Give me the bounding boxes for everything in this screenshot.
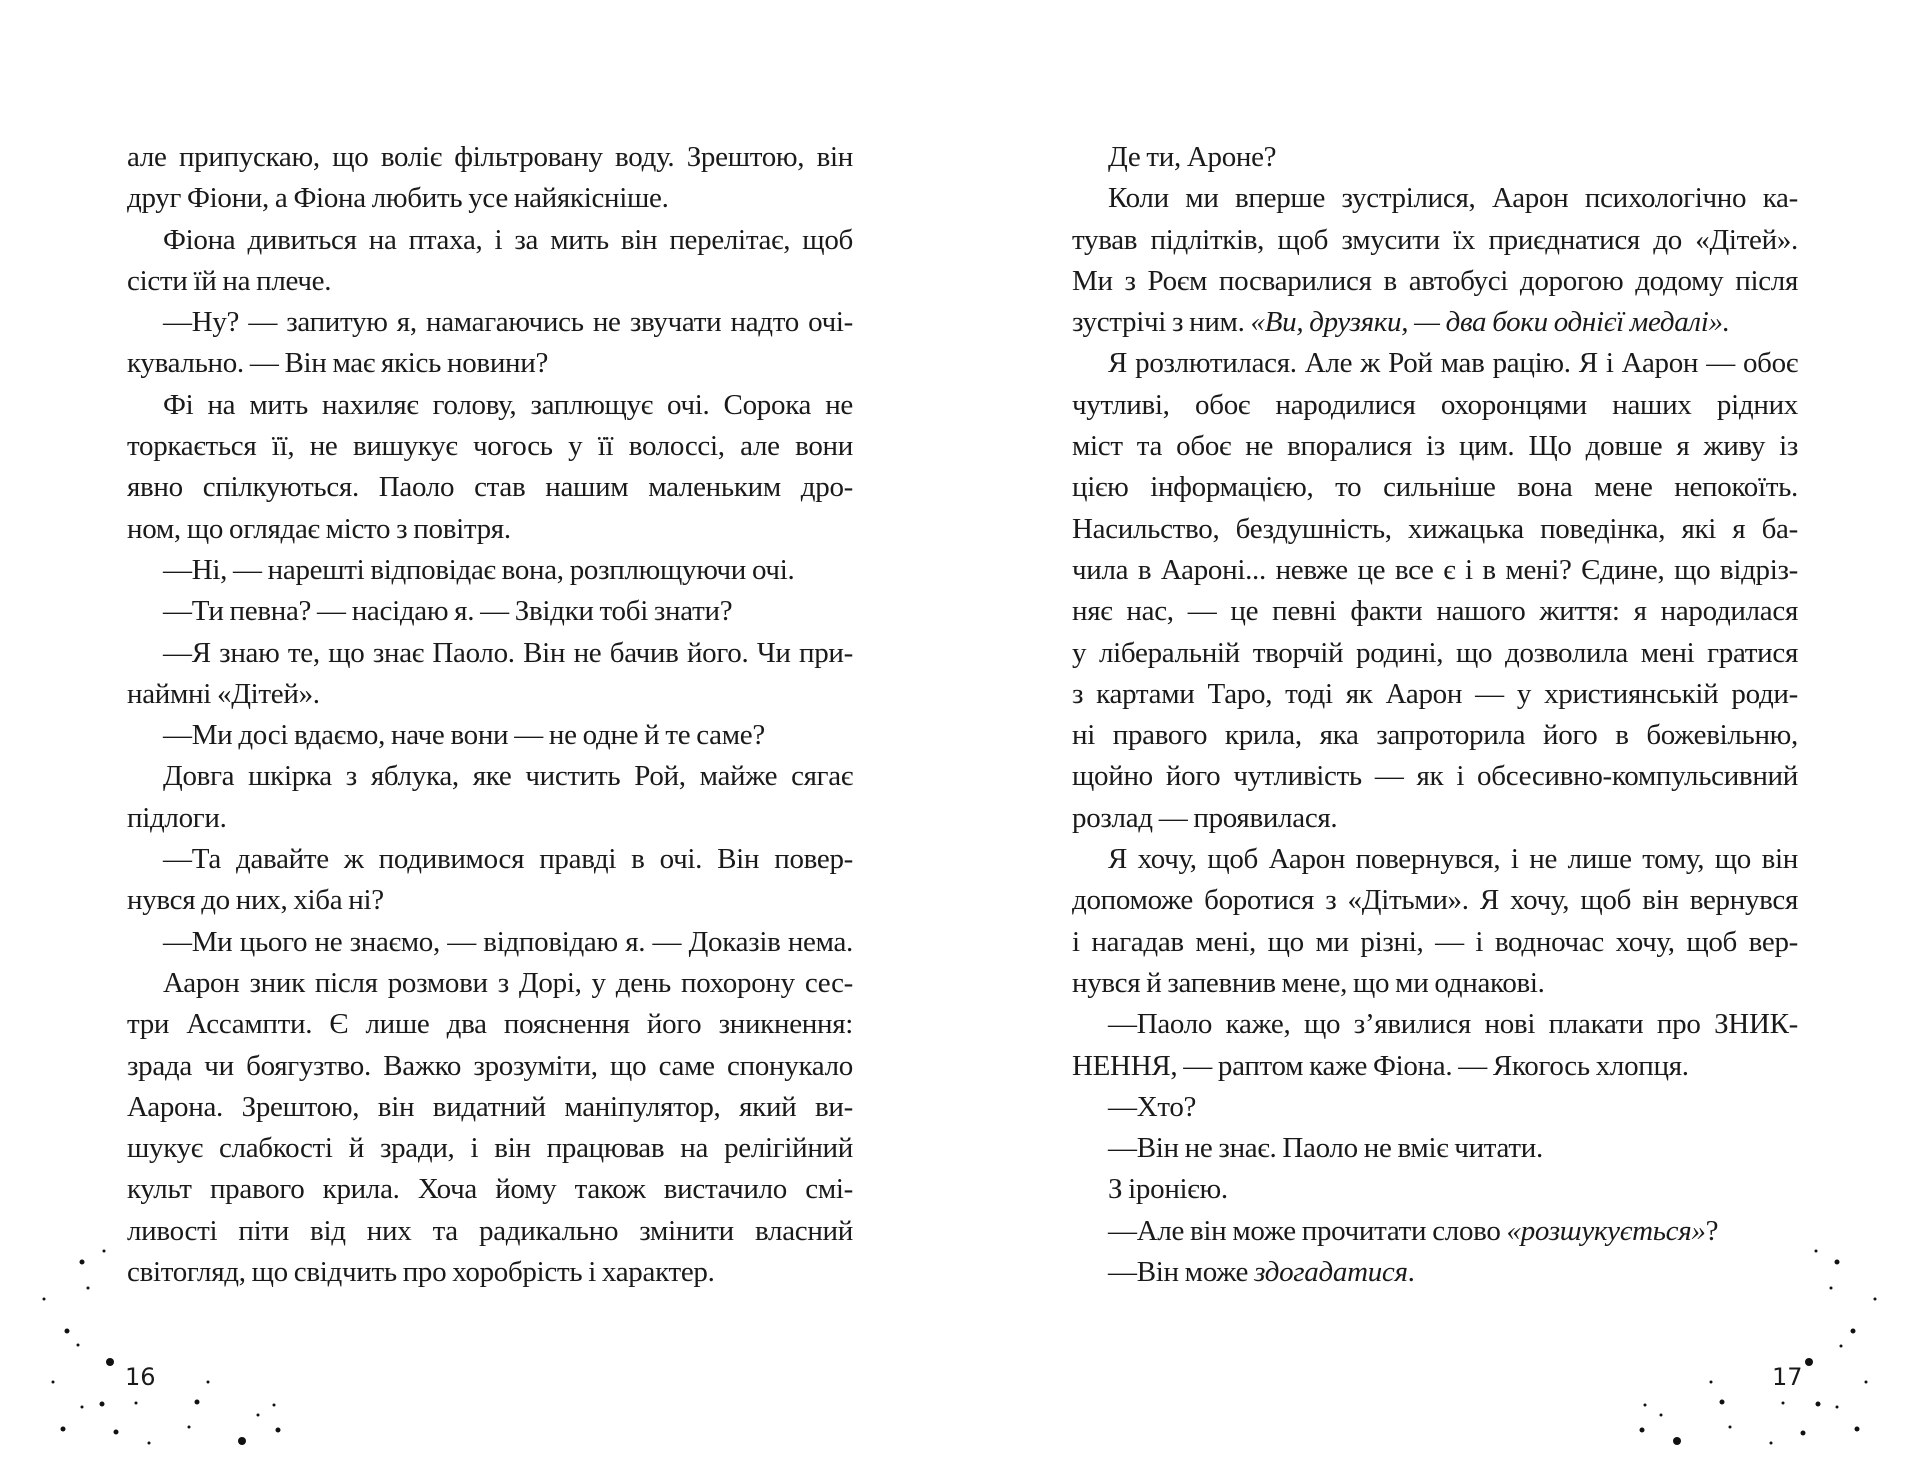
star-dot-icon [135, 1402, 138, 1405]
text-run: але припускаю, що воліє фільтровану воду. Зрештою, він [127, 141, 853, 173]
text-run: зустрічі з ним. [1072, 306, 1251, 339]
star-dot-icon [81, 1406, 84, 1409]
text-line [127, 343, 853, 384]
text-line [1072, 591, 1798, 632]
text-run: —Я знаю те, що знає Паоло. Він не бачив його. Чи при- [163, 636, 853, 669]
text-run: ? [1705, 1214, 1719, 1247]
star-dot-icon [207, 1381, 210, 1384]
text-line [127, 963, 853, 1004]
text-line [1072, 1004, 1798, 1045]
text-run: . [1407, 1256, 1415, 1289]
star-dot-icon [100, 1402, 105, 1407]
text-line [1072, 1211, 1798, 1252]
star-dot-icon [61, 1427, 66, 1432]
text-run: —Паоло каже, що з’явилися нові плакати про ЗНИК- [1108, 1008, 1798, 1041]
star-dot-icon [257, 1414, 260, 1417]
star-dot-icon [1782, 1402, 1785, 1405]
text-run: Аарон зник після розмови з Дорі, у день похорону сес- [163, 966, 853, 999]
page-number-left: 16 [125, 1363, 156, 1391]
text-line [127, 1128, 853, 1169]
text-line [127, 839, 853, 880]
star-dot-icon [1835, 1260, 1840, 1265]
text-line [1072, 715, 1798, 756]
text-line [127, 591, 853, 632]
text-run: Фіона дивиться на птаха, і за мить він перелітає, щоб [163, 223, 853, 256]
star-dot-icon [106, 1358, 114, 1366]
text-line [1072, 1169, 1798, 1210]
text-line [1072, 302, 1798, 343]
star-dot-icon [1644, 1404, 1647, 1407]
text-line [1072, 1087, 1798, 1128]
text-run: допоможе боротися з «Дітьми». Я хочу, щоб він вернувся [1072, 884, 1798, 917]
text-run: і нагадав мені, що ми різні, — і водночас хочу, щоб вер- [1072, 925, 1798, 958]
star-dot-icon [1830, 1287, 1833, 1290]
text-line [127, 302, 853, 343]
text-run: —Але він може прочитати слово [1108, 1214, 1507, 1247]
text-line [1072, 385, 1798, 426]
text-run: —Та давайте ж подивимося правді в очі. Він повер- [163, 843, 853, 876]
text-line [1072, 756, 1798, 797]
star-dot-icon [195, 1400, 200, 1405]
text-run: Аарона. Зрештою, він видатний маніпулятор, який ви- [127, 1090, 853, 1123]
text-run: —Ми досі вдаємо, наче вони — не одне й те саме? [163, 719, 765, 752]
text-run: три Ассампти. Є лише два пояснення його зникнення: [127, 1008, 853, 1041]
text-line [1072, 798, 1798, 839]
text-run: міст та обоє не впоралися із цим. Що довше я живу із [1072, 430, 1798, 463]
star-dot-icon [1840, 1345, 1843, 1348]
text-run: —Ну? — запитую я, намагаючись не звучати надто очі- [163, 306, 853, 339]
text-line [127, 715, 853, 756]
text-line [127, 1046, 853, 1087]
text-line [127, 798, 853, 839]
text-run: друг Фіони, а Фіона любить усе найякісніше. [127, 182, 669, 215]
text-line [1072, 550, 1798, 591]
text-run: світогляд, що свідчить про хоробрість і характер. [127, 1256, 715, 1289]
text-run: зрада чи боягузтво. Важко зрозуміти, що саме спонукало [127, 1049, 853, 1082]
text-line [127, 178, 853, 219]
text-line [1072, 467, 1798, 508]
text-run: явно спілкуються. Паоло став нашим маленьким дро- [127, 471, 853, 504]
text-run: Де ти, Ароне? [1108, 141, 1277, 173]
star-dot-icon [1673, 1437, 1681, 1445]
star-dot-icon [273, 1404, 276, 1407]
text-run: Фі на мить нахиляє голову, заплющує очі. Сорока не [163, 388, 853, 421]
text-line [1072, 674, 1798, 715]
star-dot-icon [1640, 1428, 1645, 1433]
star-dot-icon [103, 1250, 106, 1253]
star-dot-icon [238, 1437, 246, 1445]
star-dot-icon [1815, 1250, 1818, 1253]
text-line [1072, 343, 1798, 384]
star-dot-icon [114, 1430, 119, 1435]
text-run: НЕННЯ, — раптом каже Фіона. — Якогось хлопця. [1072, 1049, 1689, 1082]
text-run: у ліберальній творчій родині, що дозволила мені гратися [1072, 636, 1798, 669]
star-dot-icon [1805, 1358, 1813, 1366]
text-run: ном, що оглядає місто з повітря. [127, 512, 511, 545]
text-run: культ правого крила. Хоча йому також вистачило смі- [127, 1173, 853, 1206]
text-line [1072, 509, 1798, 550]
star-dot-icon [1710, 1381, 1713, 1384]
text-run: розлад — проявилася. [1072, 801, 1338, 834]
text-run: чила в Аароні... невже це все є і в мені? Єдине, що відріз- [1072, 553, 1798, 586]
text-line [127, 426, 853, 467]
right-page-text [1072, 137, 1798, 1293]
text-line [1072, 839, 1798, 880]
star-dot-icon [188, 1426, 191, 1429]
text-line [127, 137, 853, 178]
text-run: —Ми цього не знаємо, — відповідаю я. — Доказів нема. [163, 925, 853, 958]
text-line [127, 261, 853, 302]
text-run: нувся й запевнив мене, що ми однакові. [1072, 966, 1545, 999]
text-run: Я розлютилася. Але ж Рой мав рацію. Я і Аарон — обоє [1108, 347, 1798, 380]
star-dot-icon [87, 1287, 90, 1290]
star-dot-icon [1865, 1381, 1868, 1384]
text-line [127, 674, 853, 715]
text-line [127, 1087, 853, 1128]
star-dot-icon [1836, 1406, 1839, 1409]
text-run: цією інформацією, то сильніше вона мене непокоїть. [1072, 471, 1798, 504]
text-run: з картами Таро, тоді як Аарон — у християнській роди- [1072, 677, 1798, 710]
text-run: Коли ми вперше зустрілися, Аарон психологічно ка- [1108, 182, 1798, 215]
text-run: Ми з Роєм посварилися в автобусі дорогою додому після [1072, 264, 1798, 297]
text-run: Довга шкірка з яблука, яке чистить Рой, майже сягає [163, 760, 853, 793]
text-line [127, 220, 853, 261]
text-run: Я хочу, щоб Аарон повернувся, і не лише тому, що він [1108, 843, 1798, 876]
text-line [1072, 178, 1798, 219]
text-line [1072, 880, 1798, 921]
text-line [127, 385, 853, 426]
star-dot-icon [43, 1298, 46, 1301]
text-run: підлоги. [127, 801, 227, 834]
star-dot-icon [1855, 1427, 1860, 1432]
text-run: няє нас, — це певні факти нашого життя: я народилася [1072, 595, 1798, 628]
text-line [127, 467, 853, 508]
text-line [127, 509, 853, 550]
text-run: —Хто? [1108, 1090, 1197, 1123]
page-number-right: 17 [1772, 1363, 1803, 1391]
text-run: нувся до них, хіба ні? [127, 884, 384, 917]
italic-text: «Ви, друзяки, — два боки однієї медалі». [1250, 306, 1730, 339]
text-run: —Ти певна? — насідаю я. — Звідки тобі знати? [163, 595, 733, 628]
star-dot-icon [1720, 1400, 1725, 1405]
star-dot-icon [276, 1428, 281, 1433]
star-dot-icon [52, 1381, 55, 1384]
text-run: наймні «Дітей». [127, 677, 320, 710]
star-dot-icon [1874, 1298, 1877, 1301]
star-dot-icon [1770, 1442, 1773, 1445]
text-run: кувально. — Він має якісь новини? [127, 347, 549, 380]
left-page-text [127, 137, 853, 1293]
text-line [127, 1211, 853, 1252]
text-run: З іронією. [1108, 1173, 1228, 1206]
star-dot-icon [148, 1442, 151, 1445]
text-line [127, 1252, 853, 1293]
text-line [127, 1169, 853, 1210]
right-page [960, 0, 1920, 1477]
text-line [127, 633, 853, 674]
text-run: шукує слабкості й зради, і він працював на релігійний [127, 1132, 853, 1165]
text-run: щойно його чутливість — як і обсесивно-компульсивний [1072, 760, 1798, 793]
text-line [1072, 1046, 1798, 1087]
text-line [127, 756, 853, 797]
text-line [127, 922, 853, 963]
star-dot-icon [1660, 1414, 1663, 1417]
text-run: чутливі, обоє народилися охоронцями наших рідних [1072, 388, 1798, 421]
text-line [127, 1004, 853, 1045]
text-line [1072, 633, 1798, 674]
text-run: —Ні, — нарешті відповідає вона, розплющуючи очі. [163, 553, 795, 586]
italic-text: здогадатися [1254, 1256, 1408, 1289]
text-line [1072, 426, 1798, 467]
text-line [1072, 1128, 1798, 1169]
text-run: Насильство, бездушність, хижацька поведінка, які я ба- [1072, 512, 1798, 545]
star-dot-icon [1801, 1431, 1806, 1436]
text-run: ливості піти від них та радикально змінити власний [127, 1214, 853, 1247]
text-line [1072, 261, 1798, 302]
text-run: тував підлітків, щоб змусити їх приєднатися до «Дітей». [1072, 223, 1798, 256]
text-line [127, 880, 853, 921]
text-line [1072, 922, 1798, 963]
star-dot-icon [1816, 1402, 1821, 1407]
star-dot-icon [1851, 1329, 1856, 1334]
text-run: —Він не знає. Паоло не вміє читати. [1108, 1132, 1543, 1165]
text-run: ні правого крила, яка запроторила його в божевільню, [1072, 719, 1798, 752]
star-dot-icon [80, 1260, 85, 1265]
text-line [1072, 137, 1798, 178]
text-line [1072, 963, 1798, 1004]
star-dot-icon [65, 1329, 70, 1334]
italic-text: «розшукується» [1506, 1214, 1706, 1247]
star-dot-icon [77, 1344, 80, 1347]
text-line [1072, 1252, 1798, 1293]
text-run: —Він може [1108, 1256, 1255, 1289]
text-line [1072, 220, 1798, 261]
star-dot-icon [1729, 1426, 1732, 1429]
text-run: сісти їй на плече. [127, 264, 332, 297]
text-line [127, 550, 853, 591]
text-run: торкається її, не вишукує чогось у її волоссі, але вони [127, 430, 853, 463]
